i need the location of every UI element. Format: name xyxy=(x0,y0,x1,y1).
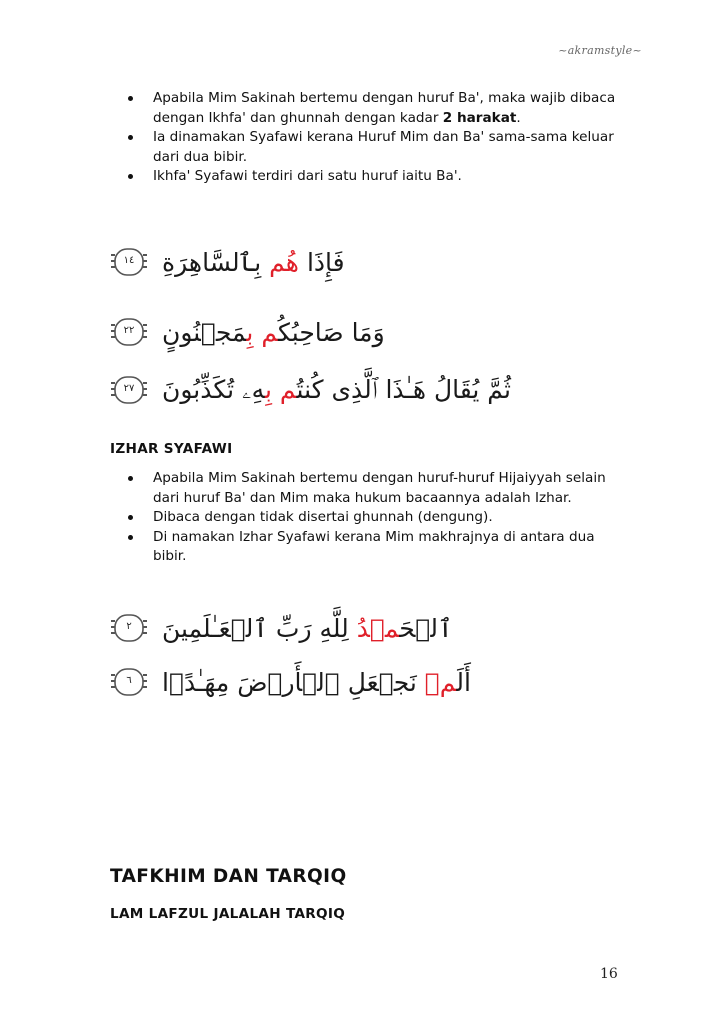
bullet-icon xyxy=(128,535,133,540)
bullet-icon xyxy=(128,515,133,520)
quran-verse-5 xyxy=(110,664,471,700)
arabic-text: أَلَ xyxy=(456,667,471,697)
bullet-text: Dibaca dengan tidak disertai ghunnah (dengung). xyxy=(153,509,493,525)
bullet-icon xyxy=(128,135,133,140)
arabic-text: ثُمَّ يُقَالُ هَـٰذَا ٱلَّذِى كُنتُ xyxy=(296,375,511,404)
subheading-lam-lafzul-jalalah-tarqiq: LAM LAFZUL JALALAH TARQIQ xyxy=(110,906,346,922)
arabic-text: بِٱلسَّاهِرَةِ xyxy=(162,247,270,277)
section-heading-izhar-syafawi: IZHAR SYAFAWI xyxy=(110,441,233,457)
arabic-text: فَإِذَا xyxy=(299,247,345,277)
arabic-text: هِۦ تُكَذِّبُونَ xyxy=(162,375,265,404)
list-item xyxy=(128,167,628,187)
arabic-text: ٱلۡحَ xyxy=(399,613,453,643)
arabic-verse-text xyxy=(162,248,345,277)
highlighted-arabic: مۡ xyxy=(424,667,457,697)
bullet-icon xyxy=(128,96,133,101)
bullet-text: Apabila Mim Sakinah bertemu dengan huruf Ba', maka wajib dibaca dengan Ikhfa' dan ghunnah dengan kadar xyxy=(153,90,616,126)
verse-number-badge xyxy=(110,246,148,278)
bullet-text-end: . xyxy=(516,109,521,126)
bullet-icon xyxy=(128,174,133,179)
verse-number: ١٤ xyxy=(123,255,135,266)
list-item xyxy=(128,469,628,508)
ikhfa-syafawi-bullet-list xyxy=(128,89,628,187)
verse-number-badge xyxy=(110,666,148,698)
bullet-text: Ia dinamakan Syafawi kerana Huruf Mim dan Ba' sama-sama keluar dari dua bibir. xyxy=(153,129,614,165)
list-item xyxy=(128,128,628,167)
bullet-icon xyxy=(128,476,133,481)
izhar-syafawi-bullet-list xyxy=(128,469,628,567)
list-item xyxy=(128,508,628,528)
highlighted-arabic: م بِ xyxy=(264,375,297,404)
verse-number-badge xyxy=(110,316,148,348)
arabic-verse-text xyxy=(162,318,385,347)
arabic-verse-text xyxy=(162,375,511,405)
arabic-text: نَجۡعَلِ ٱلۡأَرۡضَ مِهَـٰدً۬ا xyxy=(162,667,425,697)
highlighted-arabic: م بِ xyxy=(246,317,278,347)
verse-number: ٢ xyxy=(126,621,132,632)
verse-number-badge xyxy=(110,374,148,406)
arabic-verse-text xyxy=(162,668,471,697)
quran-verse-3 xyxy=(110,372,511,408)
bullet-text: Ikhfa' Syafawi terdiri dari satu huruf iaitu Ba'. xyxy=(153,168,462,184)
verse-number: ٦ xyxy=(126,675,132,686)
arabic-verse-text xyxy=(162,614,453,643)
list-item xyxy=(128,528,628,567)
arabic-text: وَمَا صَاحِبُكُ xyxy=(277,317,385,347)
highlighted-arabic: هُم xyxy=(269,247,299,277)
quran-verse-1 xyxy=(110,244,345,280)
highlighted-arabic: مۡدُ xyxy=(356,613,400,643)
watermark: ~akramstyle~ xyxy=(558,44,642,57)
bullet-text: Apabila Mim Sakinah bertemu dengan huruf-huruf Hijaiyyah selain dari huruf Ba' dan Mim maka hukum bacaannya adalah Izhar. xyxy=(153,470,606,506)
arabic-text: مَجۡنُونٍ xyxy=(162,317,247,347)
bullet-text: Di namakan Izhar Syafawi kerana Mim makhrajnya di antara dua bibir. xyxy=(153,528,595,564)
verse-number-badge xyxy=(110,612,148,644)
bullet-bold-text: 2 harakat xyxy=(442,109,517,126)
verse-number: ٢٧ xyxy=(123,383,135,394)
quran-verse-2 xyxy=(110,314,385,350)
section-heading-tafkhim-dan-tarqiq: TAFKHIM DAN TARQIQ xyxy=(110,866,347,887)
arabic-text: لِلَّهِ رَبِّ ٱلۡعَـٰلَمِينَ xyxy=(162,613,357,643)
quran-verse-4 xyxy=(110,610,453,646)
list-item xyxy=(128,89,628,128)
page-number: 16 xyxy=(600,966,618,982)
verse-number: ٢٢ xyxy=(123,325,135,336)
